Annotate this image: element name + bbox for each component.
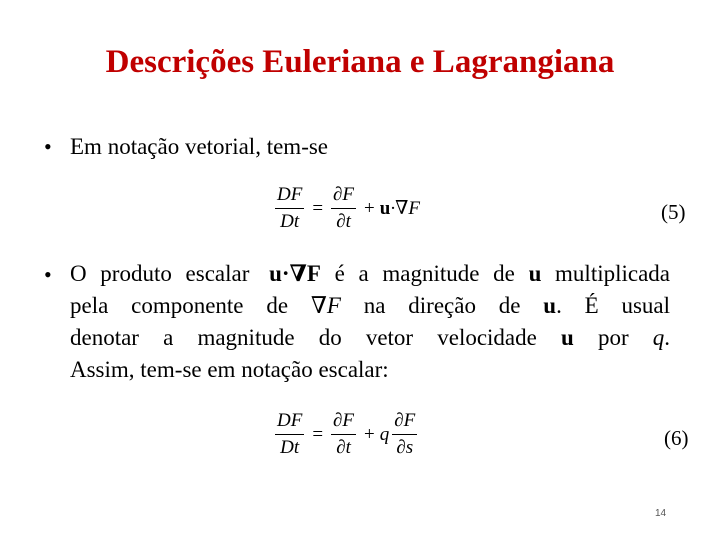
denominator: ∂t <box>336 211 351 232</box>
equation-number-5: (5) <box>661 200 686 224</box>
bullet-2-text <box>70 258 670 386</box>
numerator: ∂F <box>331 410 356 435</box>
text-run: . É usual <box>556 293 671 318</box>
speed-symbol: q <box>379 423 390 445</box>
velocity-symbol: u <box>543 293 557 318</box>
text-run: multiplicada <box>555 261 671 286</box>
inline-expression-u-grad-F: u·∇F <box>269 261 321 286</box>
equation-5 <box>272 184 420 233</box>
page-number: 14 <box>655 508 667 519</box>
text-run: é a magnitude de <box>334 261 515 286</box>
slide-title: Descrições Euleriana e Lagrangiana <box>105 44 615 80</box>
velocity-vector: u <box>379 197 391 219</box>
text-run: na direção de <box>363 293 521 318</box>
denominator: ∂t <box>336 437 351 458</box>
bullet-2-line-1 <box>70 258 670 290</box>
dot-gradient: ·∇F <box>390 198 420 219</box>
text-run: denotar a magnitude do vetor velocidade <box>70 325 537 350</box>
numerator: DF <box>275 410 304 435</box>
plus-sign: + <box>364 197 375 219</box>
fraction-dF-dt <box>331 410 356 459</box>
numerator: ∂F <box>392 410 417 435</box>
bullet-2-line-2 <box>70 290 670 322</box>
bullet-2-line-3 <box>70 322 670 354</box>
bullet-1-text: Em notação vetorial, tem-se <box>70 134 329 159</box>
denominator: Dt <box>280 211 300 232</box>
text-run: O produto escalar <box>70 261 250 286</box>
equation-6 <box>272 410 420 459</box>
numerator: DF <box>275 184 304 209</box>
fraction-DF-Dt <box>275 410 304 459</box>
text-run: . <box>664 325 671 350</box>
fraction-DF-Dt <box>275 184 304 233</box>
denominator: Dt <box>280 437 300 458</box>
numerator: ∂F <box>331 184 356 209</box>
equals-sign: = <box>312 423 324 445</box>
equals-sign: = <box>312 197 324 219</box>
fraction-dF-ds <box>392 410 417 459</box>
bullet-2-line-4: Assim, tem-se em notação escalar: <box>70 357 389 382</box>
equation-number-6: (6) <box>664 426 689 450</box>
fraction-dF-dt <box>331 184 356 233</box>
plus-sign: + <box>364 423 375 445</box>
text-run: por <box>597 325 629 350</box>
velocity-symbol: u <box>528 261 542 286</box>
bullet-marker-1: • <box>44 134 52 159</box>
inline-expression-grad-F: ∇F <box>310 293 341 318</box>
denominator: ∂s <box>396 437 414 458</box>
text-run: pela componente de <box>70 293 289 318</box>
velocity-symbol: u <box>561 325 574 350</box>
speed-symbol: q <box>652 325 665 350</box>
bullet-marker-2: • <box>44 262 52 287</box>
